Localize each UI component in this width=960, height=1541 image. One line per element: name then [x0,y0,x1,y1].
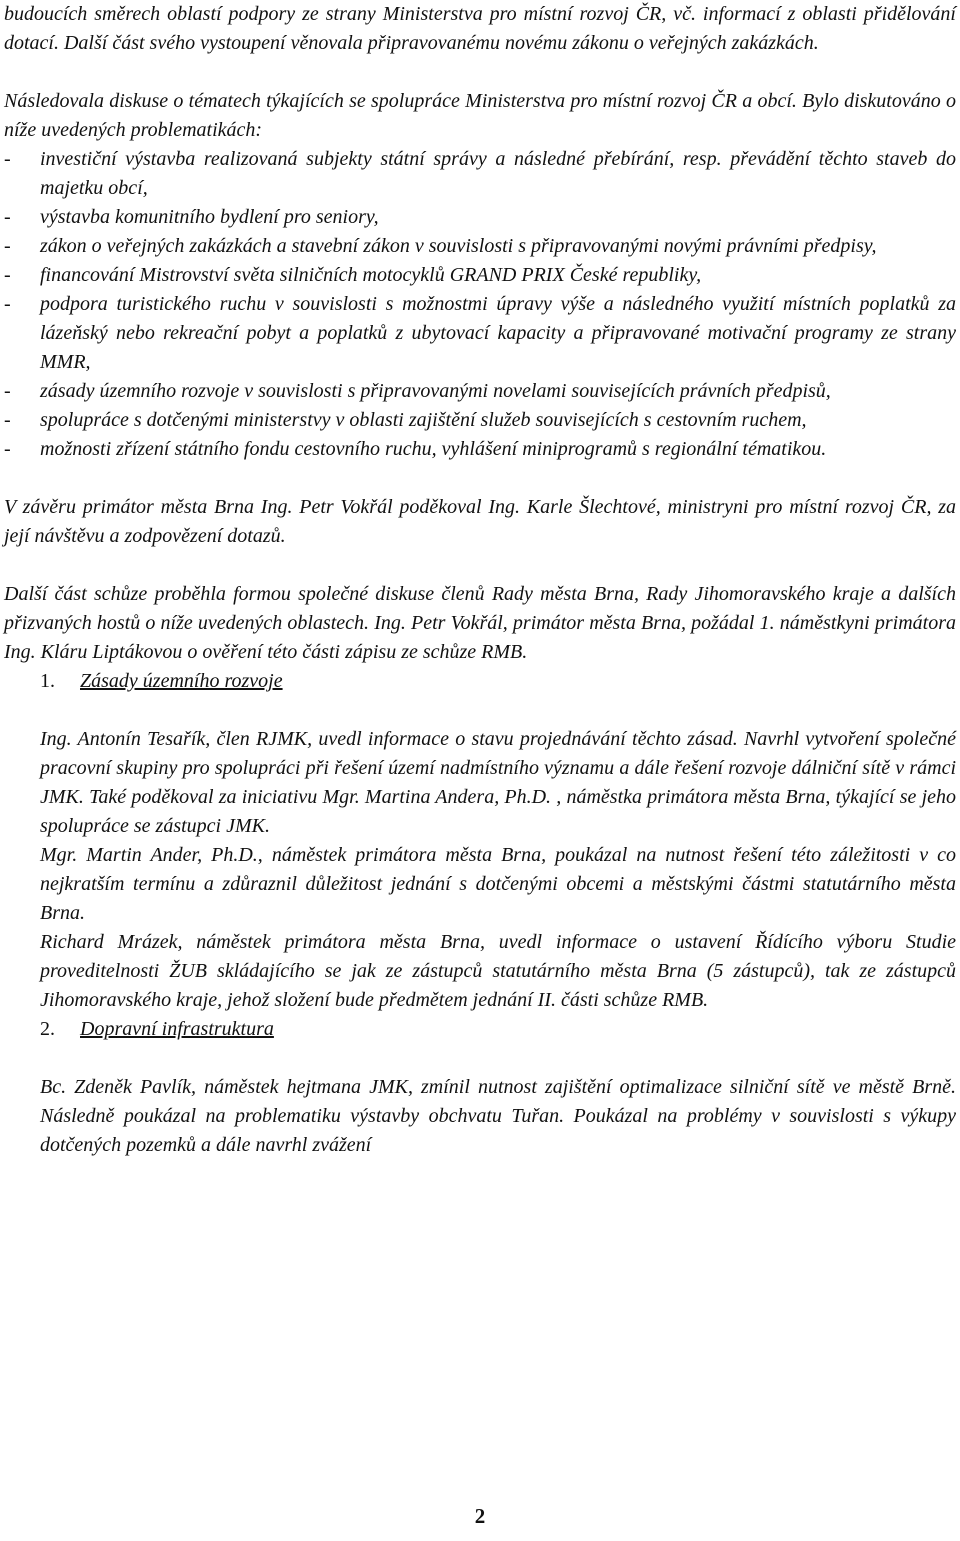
section-1-number: 1. [40,670,55,692]
list-item: - investiční výstavba realizovaná subjekty státní správy a následné přebírání, resp. převádění těchto staveb do majetku obcí, [4,145,956,203]
list-item: - možnosti zřízení státního fondu cestovního ruchu, vyhlášení miniprogramů s regionální tématikou. [4,435,956,464]
list-item: - spolupráce s dotčenými ministerstvy v oblasti zajištění služeb souvisejících s cestovním ruchem, [4,406,956,435]
list-item: - financování Mistrovství světa silničních motocyklů GRAND PRIX České republiky, [4,261,956,290]
section-1-title: Zásady územního rozvoje [80,670,283,692]
list-item: - zákon o veřejných zakázkách a stavební zákon v souvislosti s připravovanými novými právními předpisy, [4,232,956,261]
list-item: - zásady územního rozvoje v souvislosti s připravovanými novelami souvisejících právních předpisů, [4,377,956,406]
section-2-paragraph: Bc. Zdeněk Pavlík, náměstek hejtmana JMK, zmínil nutnost zajištění optimalizace silniční sítě ve městě Brně. Následně poukázal na problematiku výstavby obchvatu Tuřan. Poukázal na problémy v souvislosti s výkupy dotčených pozemků a dále navrhl zvážení [40,1076,956,1156]
section-1-paragraph: Richard Mrázek, náměstek primátora města Brna, uvedl informace o ustavení Řídícího výboru Studie proveditelnosti ŽUB skládajícího se jak ze zástupců statutárního města Brna (5 zástupců), tak ze zástupců Jihomoravského kraje, jehož složení bude předmětem jednání II. části schůze RMB. [40,931,956,1011]
section-2-number: 2. [40,1018,55,1040]
section-2-title: Dopravní infrastruktura [80,1018,274,1040]
intro-continuation-paragraph: budoucích směrech oblastí podpory ze strany Ministerstva pro místní rozvoj ČR, vč. informací z oblasti přidělování dotací. Další část svého vystoupení věnovala připravovanému novému zákonu o veřejných zakázkách. [4,3,956,54]
section-1-paragraph: Ing. Antonín Tesařík, člen RJMK, uvedl informace o stavu projednávání těchto zásad. Navrhl vytvoření společné pracovní skupiny pro spolupráci při řešení území nadmístního významu a dále řešení rozvoje dálniční sítě v rámci JMK. Také poděkoval za iniciativu Mgr. Martina Andera, Ph.D. , náměstka primátora města Brna, týkající se jeho spolupráce se zástupci JMK. [40,728,956,837]
discussion-topics-list [4,145,956,464]
page-number: 2 [474,1504,486,1528]
discussion-intro-paragraph: Následovala diskuse o tématech týkajících se spolupráce Ministerstva pro místní rozvoj ČR a obcí. Bylo diskutováno o níže uvedených problematikách: [4,90,956,141]
section-1-body [4,725,956,1015]
section-1-heading [4,667,956,696]
list-item: - výstavba komunitního bydlení pro seniory, [4,203,956,232]
document-page [4,0,956,1160]
section-1-paragraph: Mgr. Martin Ander, Ph.D., náměstek primátora města Brna, poukázal na nutnost řešení této záležitosti v co nejkratším termínu a zdůraznil důležitost jednání s dotčenými obcemi a městskými částmi statutárního města Brna. [40,844,956,924]
closing-paragraph: V závěru primátor města Brna Ing. Petr Vokřál poděkoval Ing. Karle Šlechtové, ministryni pro místní rozvoj ČR, za její návštěvu a zodpovězení dotazů. [4,496,956,547]
section-2-body [4,1073,956,1160]
section-2-heading [4,1015,956,1044]
list-item: - podpora turistického ruchu v souvislosti s možnostmi úpravy výše a následného využití místních poplatků za lázeňský nebo rekreační pobyt a poplatků z ubytovací kapacity a připravované motivační programy ze strany MMR, [4,290,956,377]
part2-intro-paragraph: Další část schůze proběhla formou společné diskuse členů Rady města Brna, Rady Jihomoravského kraje a dalších přizvaných hostů o níže uvedených oblastech. Ing. Petr Vokřál, primátor města Brna, požádal 1. náměstkyni primátora Ing. Kláru Liptákovou o ověření této části zápisu ze schůze RMB. [4,583,956,663]
